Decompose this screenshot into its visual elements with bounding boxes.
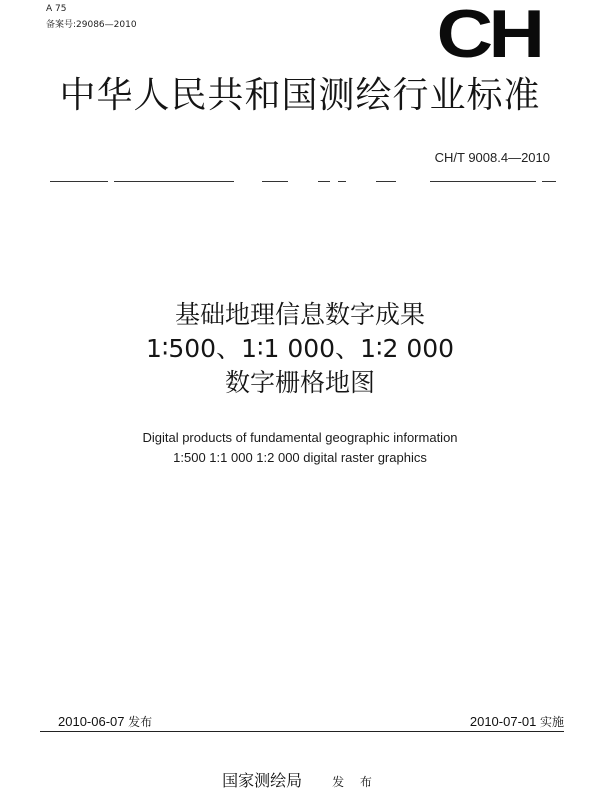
ch-logo: CH <box>436 0 541 72</box>
classification-code: A 75 <box>46 4 67 14</box>
publisher-name: 国家测绘局 <box>222 771 303 790</box>
issue-label: 发布 <box>128 715 153 729</box>
english-title-line: 1:500 1:1 000 1:2 000 digital raster graphics <box>173 450 427 465</box>
document-title-line: 基础地理信息数字成果 <box>174 300 425 329</box>
issue-date <box>58 713 152 730</box>
record-number: 备案号:29086—2010 <box>46 20 137 30</box>
implement-date <box>470 713 564 730</box>
divider-rule <box>50 181 108 182</box>
publisher-label: 发 布 <box>332 775 378 789</box>
bottom-divider <box>40 731 564 732</box>
english-title-line: Digital products of fundamental geographic information <box>142 430 458 445</box>
divider-rule <box>430 181 536 182</box>
document-title-line: 数字栅格地图 <box>224 368 375 397</box>
divider-rule <box>262 181 288 182</box>
divider-rule <box>318 181 330 182</box>
document-title-line: 1∶500、1∶1 000、1∶2 000 <box>145 334 455 363</box>
implement-label: 实施 <box>539 715 564 729</box>
standard-title: 中华人民共和国测绘行业标准 <box>59 75 541 116</box>
issue-date-value: 2010-06-07 <box>58 714 125 729</box>
implement-date-value: 2010-07-01 <box>469 714 537 729</box>
standard-code: CH/T 9008.4—2010 <box>434 150 550 165</box>
publisher-line <box>0 768 600 791</box>
divider-rule <box>542 181 556 182</box>
document-title-zh <box>0 298 600 400</box>
document-title-en <box>0 428 600 468</box>
divider-rule <box>338 181 346 182</box>
divider-rule <box>376 181 396 182</box>
divider-rule <box>114 181 234 182</box>
